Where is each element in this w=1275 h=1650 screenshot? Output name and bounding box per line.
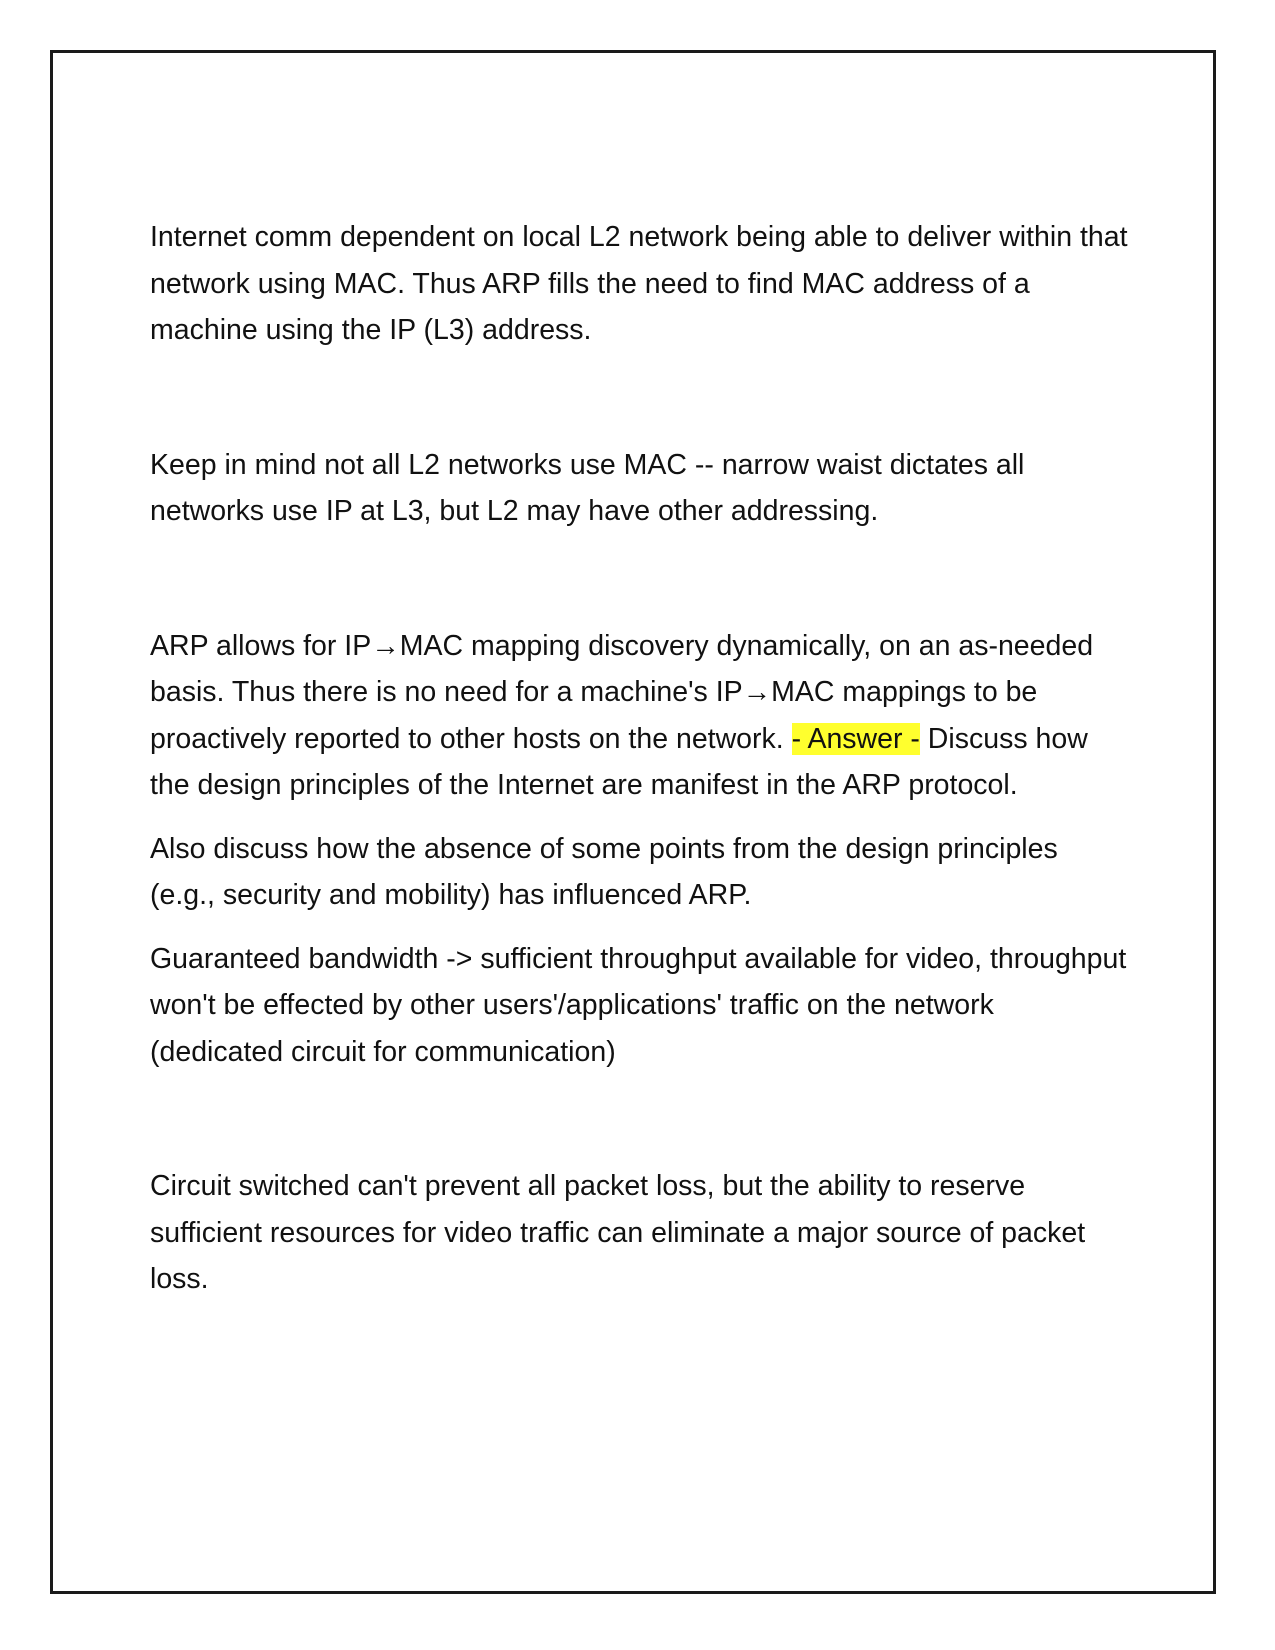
paragraph-circuit-switched: Circuit switched can't prevent all packet loss, but the ability to reserve sufficient resources for video traffic can eliminate a major source of packet loss. — [150, 1170, 1086, 1295]
paragraph-arp-purpose: Internet comm dependent on local L2 network being able to deliver within that network using MAC. Thus ARP fills the need to find MAC address of a machine using the IP (L3) address. — [150, 221, 1128, 346]
answer-highlight: - Answer - — [791, 722, 920, 755]
paragraph-text: ARP allows for IP→MAC mapping discovery dynamically, on an as-needed basis. Thus there is no need for a machine's IP→MAC mappings to be proactively reported to other hosts on the network. — [150, 629, 1094, 755]
paragraph-text: Discuss how the design principles of the Internet are manifest in the ARP protocol. — [150, 722, 1088, 801]
paragraph-guaranteed-bandwidth: Guaranteed bandwidth -> sufficient throughput available for video, throughput won't be effected by other users'/applications' traffic on the network (dedicated circuit for communication) — [150, 942, 1127, 1068]
document-body — [150, 214, 1130, 1303]
paragraph-l2-addressing: Keep in mind not all L2 networks use MAC -- narrow waist dictates all networks use IP at L3, but L2 may have other addressing. — [150, 448, 1025, 527]
paragraph-design-principles-absence: Also discuss how the absence of some points from the design principles (e.g., security and mobility) has influenced ARP. — [150, 832, 1058, 911]
paragraph-arp-dynamic-discovery — [150, 623, 1130, 809]
